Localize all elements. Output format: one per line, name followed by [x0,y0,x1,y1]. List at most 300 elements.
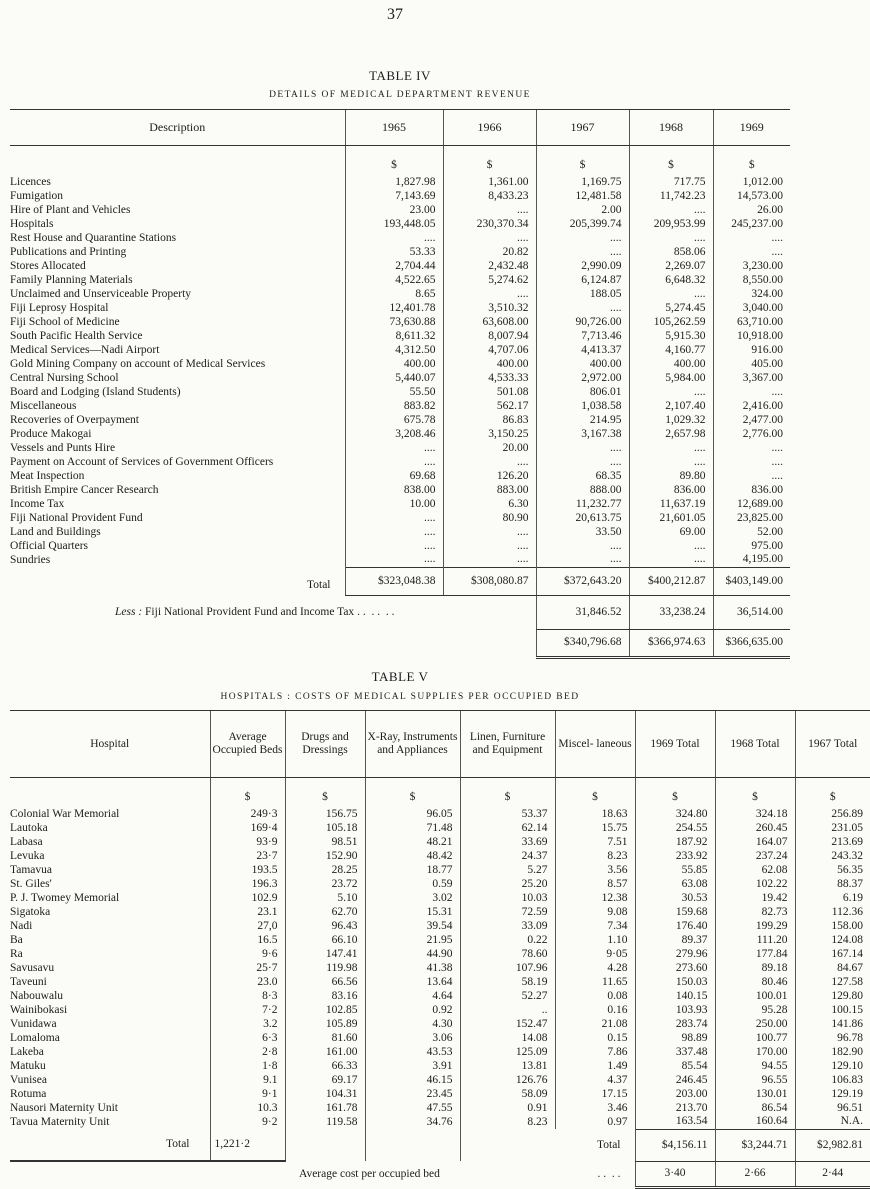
cell-value: 82.73 [715,905,795,919]
cell-value: 150.03 [635,975,715,989]
cell-value: 6.19 [795,891,870,905]
cell-value: 3.2 [210,1017,285,1031]
row-label: Miscellaneous [10,399,77,412]
cell-value: 1,169.75 [536,175,629,189]
cell-value: 5.10 [285,891,365,905]
cell-value: .... [536,553,629,567]
average-value: 2·66 [715,1161,795,1187]
cell-value: 2,432.48 [443,259,536,273]
cell-value: .... [629,553,713,567]
cell-value: 6,124.87 [536,273,629,287]
cell-value: 6.30 [443,497,536,511]
cell-value: 237.24 [715,849,795,863]
cell-value: 273.60 [635,961,715,975]
cell-value: 9.08 [555,905,635,919]
cell-value: 10.3 [210,1101,285,1115]
row-label: Colonial War Memorial [10,807,120,820]
cell-value: 11.65 [555,975,635,989]
cell-value: 9·6 [210,947,285,961]
cell-value: 4,312.50 [345,343,443,357]
total-value: $323,048.38 [345,567,443,595]
cell-value: 100.77 [715,1031,795,1045]
cell-value: 15.75 [555,821,635,835]
cell-value: 1,038.58 [536,399,629,413]
cell-value: 152.47 [460,1017,555,1031]
table-row [10,385,790,399]
cell-value: 4,533.33 [443,371,536,385]
cell-value: 324.18 [715,807,795,821]
cell-value: 13.64 [365,975,460,989]
cell-value: 7,143.69 [345,189,443,203]
cell-value: 8.23 [460,1115,555,1129]
row-label: Produce Makogai [10,427,92,440]
cell-value: 1,361.00 [443,175,536,189]
cell-value: 3.46 [555,1101,635,1115]
cell-value: 196.3 [210,877,285,891]
cell-value: 2,776.00 [713,427,790,441]
row-label: P. J. Twomey Memorial [10,891,120,904]
currency-label: $ [536,146,629,176]
row-label: Lomaloma [10,1031,60,1044]
cell-value: 141.86 [795,1017,870,1031]
cell-value: 10.00 [345,497,443,511]
cell-value: 48.42 [365,849,460,863]
cell-value: 62.70 [285,905,365,919]
cell-value: 95.28 [715,1003,795,1017]
cell-value: 213.69 [795,835,870,849]
cell-value: 283.74 [635,1017,715,1031]
cell-value: 838.00 [345,483,443,497]
currency-label: $ [210,778,285,808]
total-value: $4,156.11 [635,1129,715,1161]
average-value: 2·44 [795,1161,870,1187]
cell-value: 3.56 [555,863,635,877]
cell-value: 89.37 [635,933,715,947]
cell-value: .. [460,1003,555,1017]
cell-value: 55.50 [345,385,443,399]
cell-value: 2,990.09 [536,259,629,273]
cell-value: 2.00 [536,203,629,217]
total-beds: 1,221·2 [210,1129,285,1161]
table-row [10,301,790,315]
cell-value: 126.76 [460,1073,555,1087]
cell-value: 43.53 [365,1045,460,1059]
cell-value: 14,573.00 [713,189,790,203]
table-row [10,1101,870,1115]
cell-value: 23.1 [210,905,285,919]
cell-value: 2,972.00 [536,371,629,385]
cell-value: 161.78 [285,1101,365,1115]
cell-value: 20,613.75 [536,511,629,525]
cell-value: 233.92 [635,849,715,863]
table-row [10,441,790,455]
cell-value: 126.20 [443,469,536,483]
cell-value: 400.00 [629,357,713,371]
cell-value: 205,399.74 [536,217,629,231]
cell-value: 106.83 [795,1073,870,1087]
table-row [10,933,870,947]
row-label: Savusavu [10,961,55,974]
cell-value: 52.00 [713,525,790,539]
cell-value: 62.08 [715,863,795,877]
row-label: Sigatoka [10,905,51,918]
cell-value: .... [629,539,713,553]
total-value: $403,149.00 [713,567,790,595]
table-row [10,245,790,259]
row-label: Wainibokasi [10,1003,68,1016]
total-value: $308,080.87 [443,567,536,595]
cell-value: .... [345,455,443,469]
cell-value: .... [713,245,790,259]
cell-value: .... [536,301,629,315]
cell-value: 4,522.65 [345,273,443,287]
cell-value: 102.22 [715,877,795,891]
cell-value: 260.45 [715,821,795,835]
cell-value: 245,237.00 [713,217,790,231]
table-row [10,343,790,357]
cell-value: 0.92 [365,1003,460,1017]
cell-value: 0.16 [555,1003,635,1017]
cell-value: 56.35 [795,863,870,877]
row-label: Family Planning Materials [10,273,133,286]
row-label: Lakeba [10,1045,44,1058]
col-header-1965: 1965 [345,110,443,146]
cell-value: .... [443,539,536,553]
cell-value: 5,274.62 [443,273,536,287]
cell-value: 7.86 [555,1045,635,1059]
col-header-1967-total: 1967 Total [795,711,870,778]
cell-value: 1.10 [555,933,635,947]
cell-value: 3.02 [365,891,460,905]
cell-value: 214.95 [536,413,629,427]
cell-value: 25·7 [210,961,285,975]
col-header-1968: 1968 [629,110,713,146]
table-row [10,357,790,371]
cell-value: 858.06 [629,245,713,259]
row-label: Nausori Maternity Unit [10,1101,118,1114]
table5-subtitle: HOSPITALS : COSTS OF MEDICAL SUPPLIES PER OCCUPIED BED [220,692,580,702]
cell-value: 1,012.00 [713,175,790,189]
cell-value: 164.07 [715,835,795,849]
cell-value: 89.18 [715,961,795,975]
cell-value: 66.10 [285,933,365,947]
cell-value: 8.23 [555,849,635,863]
cell-value: 177.84 [715,947,795,961]
row-label: Hospitals [10,217,54,230]
cell-value: 250.00 [715,1017,795,1031]
cell-value: 5,984.00 [629,371,713,385]
cell-value: 53.37 [460,807,555,821]
cell-value: 3,150.25 [443,427,536,441]
less-prefix: Less : [115,605,143,618]
cell-value: 129.80 [795,989,870,1003]
cell-value: .... [629,385,713,399]
table-row [10,835,870,849]
row-label: Official Quarters [10,539,89,552]
cell-value: 14.08 [460,1031,555,1045]
total-label: Total [166,1138,190,1150]
currency-label: $ [629,146,713,176]
cell-value: 193.5 [210,863,285,877]
cell-value: 21.08 [555,1017,635,1031]
cell-value: 2,704.44 [345,259,443,273]
cell-value: .... [443,203,536,217]
row-label: Rotuma [10,1087,47,1100]
total-label: Total [307,579,331,591]
cell-value: 96.05 [365,807,460,821]
currency-label: $ [715,778,795,808]
currency-label: $ [345,146,443,176]
row-label: Sundries [10,553,51,566]
cell-value: 11,232.77 [536,497,629,511]
cell-value: 152.90 [285,849,365,863]
row-label: Fiji Leprosy Hospital [10,301,109,314]
cell-value: 102.85 [285,1003,365,1017]
cell-value: 86.83 [443,413,536,427]
cell-value: 73,630.88 [345,315,443,329]
cell-value: 7,713.46 [536,329,629,343]
table-row [10,497,790,511]
cell-value: 33.09 [460,919,555,933]
less-value: 31,846.52 [536,595,629,629]
col-header-misc: Miscel- laneous [555,711,635,778]
col-header-beds: Average Occupied Beds [210,711,285,778]
col-header-hospital: Hospital [10,711,210,778]
table-row [10,259,790,273]
cell-value: 3.91 [365,1059,460,1073]
cell-value: 163.54 [635,1115,715,1129]
table-row [10,1045,870,1059]
cell-value: 562.17 [443,399,536,413]
cell-value: 127.58 [795,975,870,989]
cell-value: .... [345,539,443,553]
table-row [10,1059,870,1073]
currency-label: $ [460,778,555,808]
row-label: Stores Allocated [10,259,86,272]
cell-value: 68.35 [536,469,629,483]
cell-value: 89.80 [629,469,713,483]
cell-value: 96.78 [795,1031,870,1045]
cell-value: 44.90 [365,947,460,961]
row-label: Nabouwalu [10,989,64,1002]
table-row [10,189,790,203]
cell-value: 3,040.00 [713,301,790,315]
cell-value: 12.38 [555,891,635,905]
net-value: $366,974.63 [629,629,713,657]
cell-value: .... [713,469,790,483]
cell-value: 4,160.77 [629,343,713,357]
row-label: Labasa [10,835,43,848]
page-number: 37 [387,6,403,23]
net-row [10,629,790,657]
cell-value: 213.70 [635,1101,715,1115]
table-row [10,175,790,189]
less-label: Fiji National Provident Fund and Income Tax [145,605,355,618]
cell-value: 11,742.23 [629,189,713,203]
cell-value: N.A. [795,1115,870,1129]
cell-value: 836.00 [629,483,713,497]
cell-value: 2,416.00 [713,399,790,413]
table-row [10,961,870,975]
cell-value: .... [536,539,629,553]
cell-value: 98.89 [635,1031,715,1045]
cell-value: 5,440.07 [345,371,443,385]
cell-value: 8.57 [555,877,635,891]
row-label: Vunidawa [10,1017,57,1030]
cell-value: 129.10 [795,1059,870,1073]
cell-value: 2,477.00 [713,413,790,427]
cell-value: 501.08 [443,385,536,399]
row-label: Matuku [10,1059,46,1072]
cell-value: 72.59 [460,905,555,919]
cell-value: 7·2 [210,1003,285,1017]
cell-value: 33.69 [460,835,555,849]
cell-value: 12,689.00 [713,497,790,511]
average-value: 3·40 [635,1161,715,1187]
cell-value: 18.77 [365,863,460,877]
cell-value: 0.08 [555,989,635,1003]
cell-value: 66.33 [285,1059,365,1073]
cell-value: 63,710.00 [713,315,790,329]
cell-value: 80.90 [443,511,536,525]
total-value: $400,212.87 [629,567,713,595]
cell-value: 107.96 [460,961,555,975]
total-row [10,1129,870,1161]
cell-value: 83.16 [285,989,365,1003]
cell-value: 23.0 [210,975,285,989]
cell-value: 27,0 [210,919,285,933]
row-label: Meat Inspection [10,469,85,482]
currency-label: $ [555,778,635,808]
cell-value: 170.00 [715,1045,795,1059]
cell-value: 243.32 [795,849,870,863]
table-row [10,315,790,329]
net-value: $340,796.68 [536,629,629,657]
cell-value: 41.38 [365,961,460,975]
cell-value: .... [345,231,443,245]
cell-value: 6·3 [210,1031,285,1045]
table-row [10,469,790,483]
table-row [10,427,790,441]
table-row [10,1115,870,1129]
table-row [10,1031,870,1045]
cell-value: 1.49 [555,1059,635,1073]
row-label: Nadi [10,919,33,932]
table-row [10,329,790,343]
cell-value: 5,274.45 [629,301,713,315]
cell-value: 4.37 [555,1073,635,1087]
row-label: Publications and Printing [10,245,127,258]
cell-value: 400.00 [443,357,536,371]
cell-value: 0.22 [460,933,555,947]
cell-value: 12,401.78 [345,301,443,315]
cell-value: 112.36 [795,905,870,919]
cell-value: 129.19 [795,1087,870,1101]
cell-value: 81.60 [285,1031,365,1045]
average-row: Average cost per occupied bed . . . . 3·40 2·66 2·44 [10,1161,870,1187]
cell-value: .... [713,455,790,469]
cell-value: 69.00 [629,525,713,539]
cell-value: 66.56 [285,975,365,989]
cell-value: 111.20 [715,933,795,947]
cell-value: 717.75 [629,175,713,189]
cell-value: 26.00 [713,203,790,217]
cell-value: 96.55 [715,1073,795,1087]
cell-value: 209,953.99 [629,217,713,231]
row-label: Tamavua [10,863,52,876]
cell-value: 188.05 [536,287,629,301]
cell-value: .... [629,203,713,217]
cell-value: 9·2 [210,1115,285,1129]
row-label: Fiji School of Medicine [10,315,120,328]
cell-value: 105.18 [285,821,365,835]
cell-value: 52.27 [460,989,555,1003]
table-row [10,1017,870,1031]
cell-value: 28.25 [285,863,365,877]
col-header-1966: 1966 [443,110,536,146]
cell-value: 47.55 [365,1101,460,1115]
cell-value: .... [713,385,790,399]
cell-value: 19.42 [715,891,795,905]
cell-value: 21,601.05 [629,511,713,525]
cell-value: 246.45 [635,1073,715,1087]
cell-value: 8,550.00 [713,273,790,287]
table-row [10,905,870,919]
cell-value: 1,029.32 [629,413,713,427]
cell-value: 86.54 [715,1101,795,1115]
table-row [10,891,870,905]
cell-value: 193,448.05 [345,217,443,231]
cell-value: 4.64 [365,989,460,1003]
currency-label: $ [713,146,790,176]
cell-value: 63,608.00 [443,315,536,329]
cell-value: 8,433.23 [443,189,536,203]
cell-value: 39.54 [365,919,460,933]
cell-value: 8·3 [210,989,285,1003]
cell-value: 9·05 [555,947,635,961]
row-label: Vunisea [10,1073,47,1086]
cell-value: 2,269.07 [629,259,713,273]
row-label: Ra [10,947,23,960]
cell-value: .... [536,441,629,455]
table-row [10,1003,870,1017]
cell-value: 23,825.00 [713,511,790,525]
total-row [10,567,790,595]
cell-value: 2·8 [210,1045,285,1059]
cell-value: 13.81 [460,1059,555,1073]
cell-value: 23.00 [345,203,443,217]
col-header-1969-total: 1969 Total [635,711,715,778]
cell-value: 4.30 [365,1017,460,1031]
cell-value: 23.72 [285,877,365,891]
cell-value: 63.08 [635,877,715,891]
cell-value: 46.15 [365,1073,460,1087]
cell-value: 4,707.06 [443,343,536,357]
table4-subtitle: DETAILS OF MEDICAL DEPARTMENT REVENUE [269,90,531,100]
cell-value: 3,167.38 [536,427,629,441]
row-label: Fumigation [10,189,64,202]
table-row [10,539,790,553]
col-header-drugs: Drugs and Dressings [285,711,365,778]
cell-value: 53.33 [345,245,443,259]
row-label: Tavua Maternity Unit [10,1115,110,1128]
cell-value: 24.37 [460,849,555,863]
cell-value: 3,367.00 [713,371,790,385]
cell-value: 158.00 [795,919,870,933]
net-value: $366,635.00 [713,629,790,657]
cell-value: 21.95 [365,933,460,947]
cell-value: 16.5 [210,933,285,947]
